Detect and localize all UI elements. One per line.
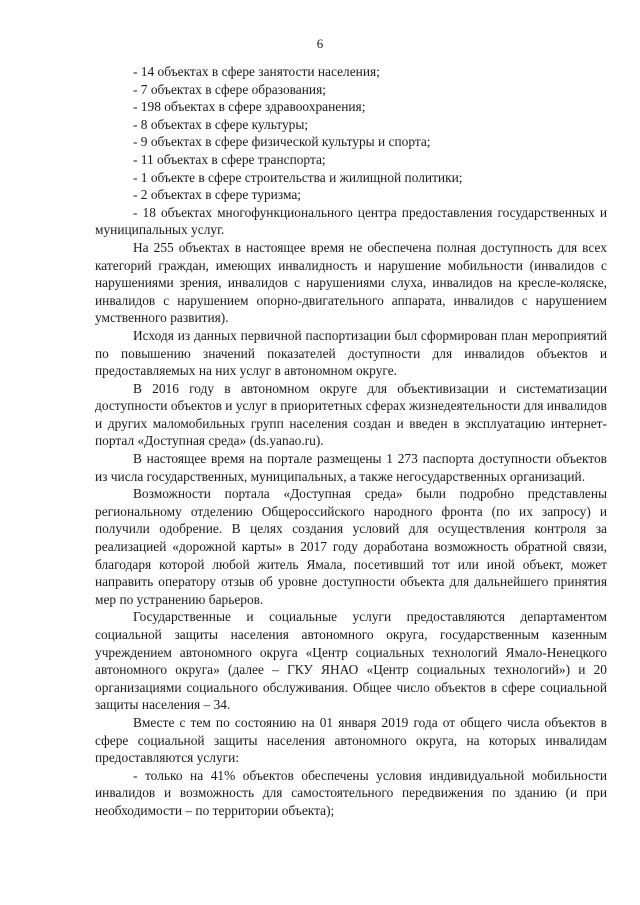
- list-item: - 8 объектах в сфере культуры;: [133, 116, 309, 132]
- list-item: - 11 объектах в сфере транспорта;: [133, 151, 326, 167]
- list-item: - 9 объектах в сфере физической культуры и спорта;: [133, 134, 431, 150]
- objects-list: [95, 63, 607, 204]
- list-item: - 198 объектах в сфере здравоохранения;: [133, 99, 366, 115]
- list-item: - 7 объектах в сфере образования;: [133, 81, 326, 97]
- paragraph-inaccessible-objects: На 255 объектах в настоящее время не обеспечена полная доступность для всех категорий граждан, имеющих инвалидность и нарушение мобильности (инвалидов с нарушениями зрения, инвалидов с нарушениями слуха, инвалидов на кресле-коляске, инвалидов с нарушением опорно-двигательного аппарата, инвалидов с нарушением умственного развития).: [95, 239, 607, 326]
- paragraph-portal-feedback: Возможности портала «Доступная среда» были подробно представлены региональному отделению Общероссийского народного фронта (по их запросу) и получили одобрение. В целях создания условий для осуществления контроля за реализацией «дорожной карты» в 2017 году доработана возможность обратной связи, благодаря которой любой житель Ямала, посетивший тот или иной объект, может направить оператору отзыв об уровне доступности объекта для дальнейшего принятия мер по устранению барьеров.: [95, 486, 607, 607]
- page-body: [95, 63, 607, 820]
- page-number: 6: [316, 36, 324, 51]
- paragraph-action-plan: Исходя из данных первичной паспортизации был сформирован план мероприятий по повышению значений показателей доступности для инвалидов объектов и предоставляемых на них услуг в автономном округе.: [95, 327, 607, 379]
- list-item: - 1 объекте в сфере строительства и жилищной политики;: [133, 169, 463, 185]
- list-item-mfc: - 18 объектах многофункционального центра предоставления государственных и муниципальных услуг.: [95, 204, 607, 238]
- paragraph-social-services: Государственные и социальные услуги предоставляются департаментом социальной защиты населения автономного округа, государственным казенным учреждением автономного округа «Центр социальных технологий Ямало-Ненецкого автономного округа» (далее – ГКУ ЯНАО «Центр социальных технологий») и 20 организациями социального обслуживания. Общее число объектов в сфере социальной защиты населения – 34.: [95, 609, 607, 713]
- paragraph-portal-passports: В настоящее время на портале размещены 1 273 паспорта доступности объектов из числа государственных, муниципальных, а также негосударственных организаций.: [95, 451, 607, 484]
- paragraph-portal-launch: В 2016 году в автономном округе для объективизации и систематизации доступности объектов и услуг в приоритетных сферах жизнедеятельности для инвалидов и других маломобильных групп населения создан и введен в эксплуатацию интернет-портал «Доступная среда» (ds.yanao.ru).: [95, 380, 607, 449]
- list-item: - 2 объектах в сфере туризма;: [133, 187, 301, 203]
- list-item: - 14 объектах в сфере занятости населения;: [133, 64, 380, 79]
- paragraph-mobility-share: - только на 41% объектов обеспечены условия индивидуальной мобильности инвалидов и возможность для самостоятельного передвижения по зданию (и при необходимости – по территории объекта);: [95, 767, 607, 818]
- paragraph-status-2019: Вместе с тем по состоянию на 01 января 2019 года от общего числа объектов в сфере социальной защиты населения автономного округа, на которых инвалидам предоставляются услуги:: [95, 714, 607, 766]
